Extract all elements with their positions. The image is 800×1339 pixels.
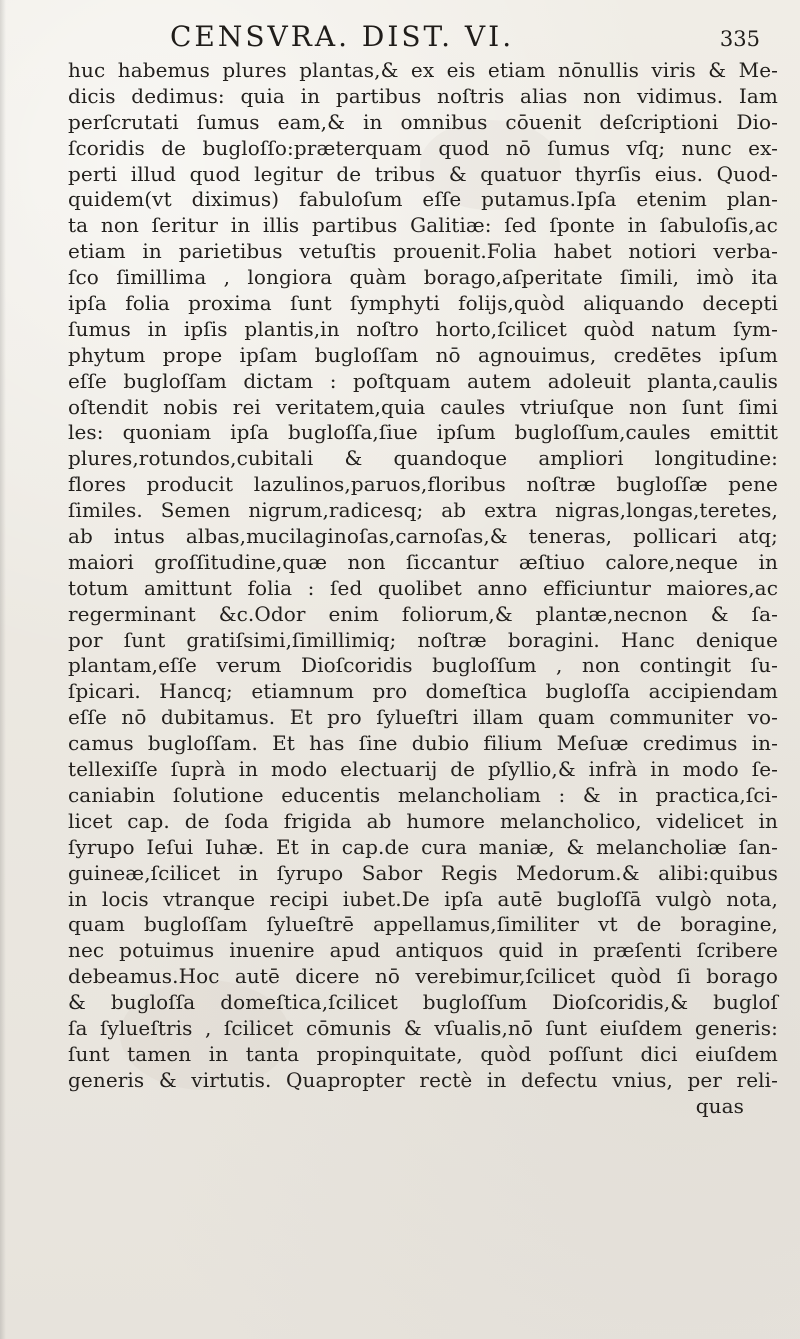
- catchword: quas: [695, 1093, 744, 1118]
- text-line: perſcrutati ſumus eam,& in omnibus cōuenit deſcriptioni Dio-: [68, 109, 778, 134]
- body-text: [68, 58, 778, 1120]
- text-line: ſpicari. Hancq; etiamnum pro domeſtica bugloſſa accipiendam: [68, 679, 778, 704]
- text-line: por ſunt gratiſsimi,ſimillimiq; noſtrӕ boragini. Hanc denique: [68, 627, 778, 652]
- text-line: ſco ſimillima , longiora quàm borago,aſperitate ſimili, imò ita: [68, 265, 778, 290]
- text-line: eſſe bugloſſam dictam : poſtquam autem adoleuit planta,caulis: [68, 368, 778, 393]
- running-head: CENSVRA. DIST. VI.: [170, 20, 515, 53]
- text-line: ſcoridis de bugloſſo:prӕterquam quod nō ſumus vſq; nunc ex-: [68, 135, 778, 160]
- text-line: ſa ſylueſtris , ſcilicet cōmunis & vſualis,nō ſunt eiuſdem generis:: [68, 1015, 778, 1040]
- text-line: etiam in parietibus vetuſtis prouenit.Folia habet notiori verba-: [68, 239, 778, 264]
- text-line: caniabin ſolutione educentis melancholiam : & in practica,ſci-: [68, 782, 778, 807]
- page-header: [0, 10, 800, 58]
- text-line: flores producit lazulinos,paruos,floribus noſtrӕ bugloſſӕ pene: [68, 472, 778, 497]
- page-number: 335: [719, 27, 760, 51]
- text-line: guineӕ,ſcilicet in ſyrupo Sabor Regis Medorum.& alibi:quibus: [68, 860, 778, 885]
- text-line: in locis vtranque recipi iubet.De ipſa autē bugloſſā vulgò nota,: [68, 886, 778, 911]
- text-line: eſſe nō dubitamus. Et pro ſylueſtri illam quam communiter vo-: [68, 705, 778, 730]
- text-line: quidem(vt diximus) fabuloſum eſſe putamus.Ipſa etenim plan-: [68, 187, 778, 212]
- text-line: ſyrupo Ieſui Iuhӕ. Et in cap.de cura maniӕ, & melancholiӕ ſan-: [68, 834, 778, 859]
- text-line: oſtendit nobis rei veritatem,quia caules vtriuſque non ſunt ſimi: [68, 394, 778, 419]
- text-line: dicis dedimus: quia in partibus noſtris alias non vidimus. Iam: [68, 83, 778, 108]
- text-line: ab intus albas,mucilaginoſas,carnoſas,& teneras, pollicari atq;: [68, 524, 778, 549]
- text-line: camus bugloſſam. Et has ſine dubio filium Meſuӕ credimus in-: [68, 731, 778, 756]
- text-line: debeamus.Hoc autē dicere nō verebimur,ſcilicet quòd ſi borago: [68, 964, 778, 989]
- text-line: perti illud quod legitur de tribus & quatuor thyrſis eius. Quod-: [68, 161, 778, 186]
- text-line: phytum prope ipſam bugloſſam nō agnouimus, credētes ipſum: [68, 342, 778, 367]
- text-line: ſumus in ipſis plantis,in noſtro horto,ſcilicet quòd natum ſym-: [68, 316, 778, 341]
- text-line: totum amittunt folia : ſed quolibet anno efficiuntur maiores,ac: [68, 575, 778, 600]
- text-line: regerminant &c.Odor enim foliorum,& plantӕ,necnon & ſa-: [68, 601, 778, 626]
- text-line: ipſa folia proxima ſunt ſymphyti folijs,quòd aliquando decepti: [68, 291, 778, 316]
- text-line: tellexiſſe ſuprà in modo electuarij de pſyllio,& infrà in modo ſe-: [68, 757, 778, 782]
- text-line: huc habemus plures plantas,& ex eis etiam nōnullis viris & Me-: [68, 58, 778, 82]
- text-line: quam bugloſſam ſylueſtrē appellamus,ſimiliter vt de boragine,: [68, 912, 778, 937]
- text-line: les: quoniam ipſa bugloſſa,ſiue ipſum bugloſſum,caules emittit: [68, 420, 778, 445]
- text-line: nec potuimus inuenire apud antiquos quid in prӕſenti ſcribere: [68, 938, 778, 963]
- text-line: ta non ſeritur in illis partibus Galitiӕ: ſed ſponte in ſabuloſis,ac: [68, 213, 778, 238]
- text-line: maiori groſſitudine,quӕ non ſiccantur ӕſtiuo calore,neque in: [68, 549, 778, 574]
- text-line: plures,rotundos,cubitali & quandoque ampliori longitudine:: [68, 446, 778, 471]
- text-line: ſunt tamen in tanta propinquitate, quòd poſſunt dici eiuſdem: [68, 1041, 778, 1066]
- text-line: licet cap. de ſoda frigida ab humore melancholico, videlicet in: [68, 808, 778, 833]
- text-line: & bugloſſa domeſtica,ſcilicet bugloſſum Dioſcoridis,& bugloſ: [68, 990, 778, 1015]
- text-line: plantam,eſſe verum Dioſcoridis bugloſſum , non contingit ſu-: [68, 653, 778, 678]
- text-line: ſimiles. Semen nigrum,radicesq; ab extra nigras,longas,teretes,: [68, 498, 778, 523]
- text-line: generis & virtutis. Quapropter rectè in defectu vnius, per reli-: [68, 1067, 778, 1092]
